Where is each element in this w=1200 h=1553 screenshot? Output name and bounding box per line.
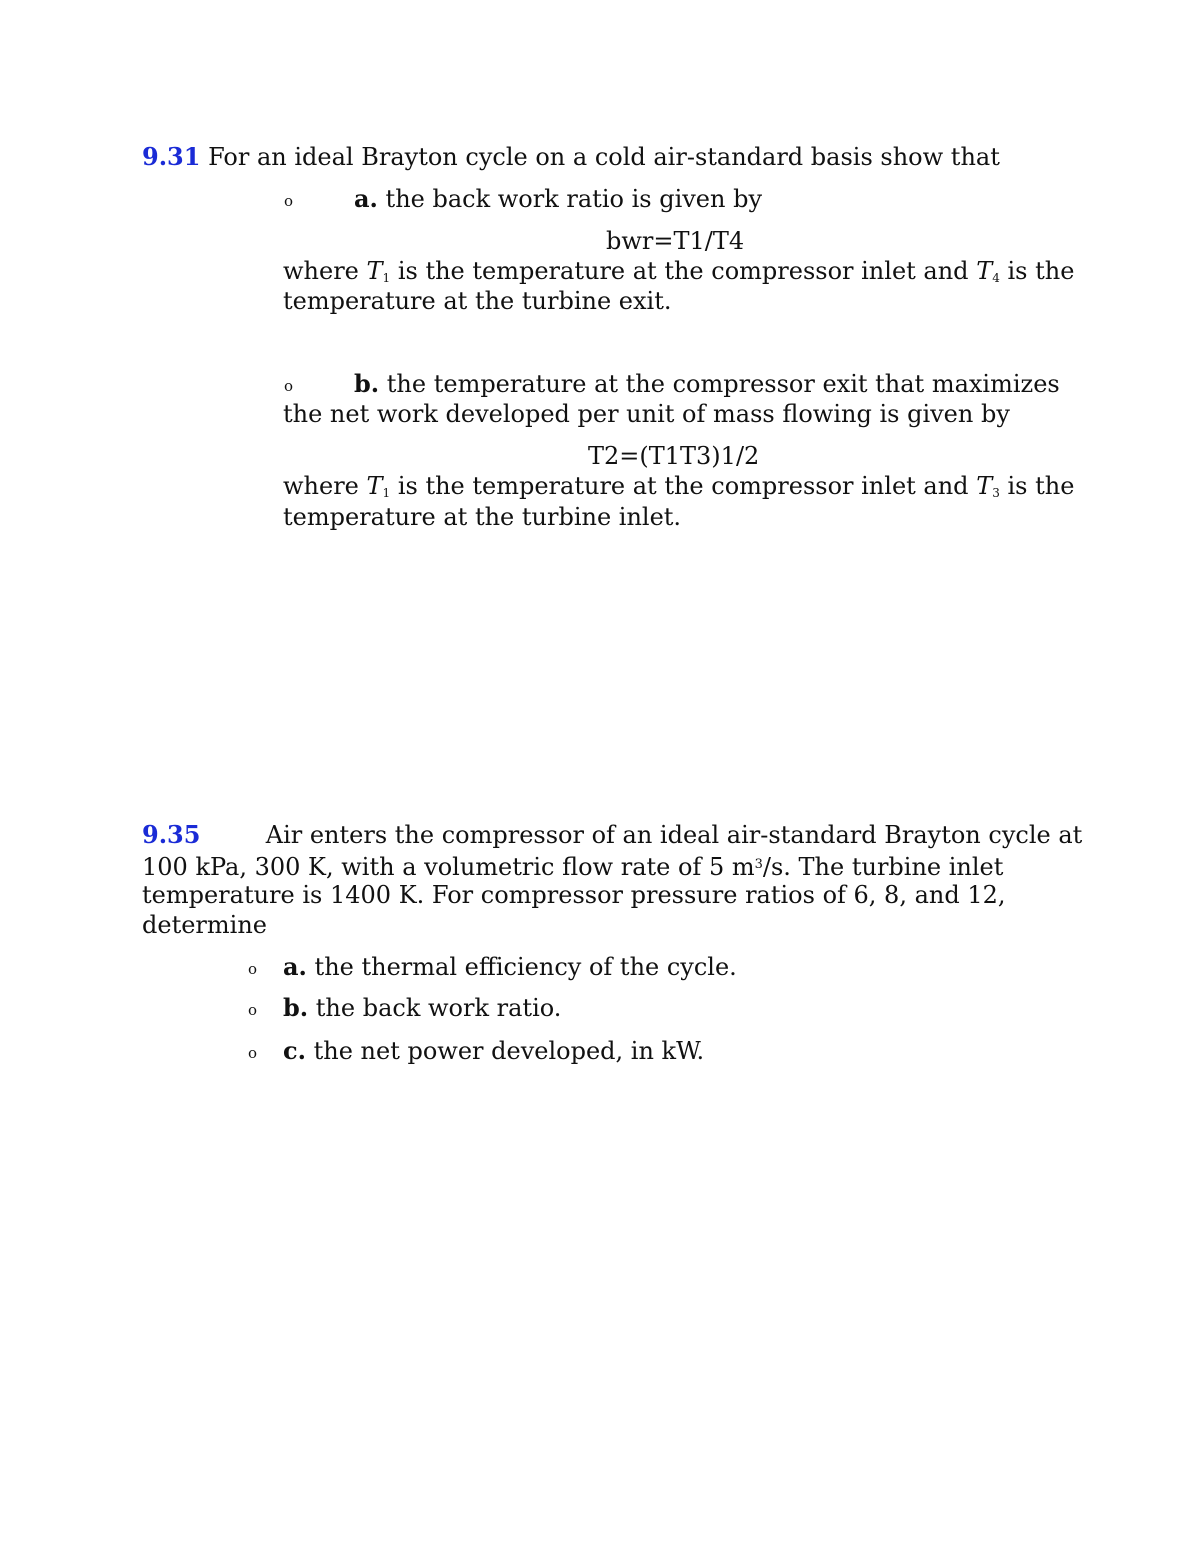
bullet-icon: o <box>284 192 294 210</box>
variable-t: T <box>366 472 383 500</box>
superscript: 3 <box>754 857 763 872</box>
part-label: b. <box>283 993 309 1022</box>
where-text: is the temperature at the compressor inlet and <box>397 257 969 285</box>
part-label: c. <box>283 1036 306 1065</box>
part-a-heading <box>354 184 762 214</box>
part-label: a. <box>354 184 378 213</box>
list-item <box>283 952 737 982</box>
part-text: the thermal efficiency of the cycle. <box>314 953 737 981</box>
where-word: where <box>283 472 359 500</box>
part-b-line2: the net work developed per unit of mass flowing is given by <box>283 400 1010 428</box>
bullet-icon: o <box>284 377 294 395</box>
list-item <box>283 1036 704 1066</box>
variable-t: T <box>976 472 993 500</box>
problem-number: 9.35 <box>142 820 201 849</box>
where-text-end: is the <box>1007 472 1075 500</box>
part-a-line2: temperature at the turbine exit. <box>283 287 672 315</box>
problem-9-35-line3: temperature is 1400 K. For compressor pressure ratios of 6, 8, and 12, <box>142 881 1006 909</box>
part-label: a. <box>283 952 307 981</box>
problem-number: 9.31 <box>142 142 201 171</box>
part-b-line3: temperature at the turbine inlet. <box>283 503 682 531</box>
problem-9-35-line1 <box>142 820 1082 850</box>
part-text: the temperature at the compressor exit that maximizes <box>386 370 1060 398</box>
problem-prompt: For an ideal Brayton cycle on a cold air-standard basis show that <box>208 143 1000 171</box>
formula-t2: T2=(T1T3)1/2 <box>588 442 760 470</box>
part-text: the net power developed, in kW. <box>313 1037 705 1065</box>
where-word: where <box>283 257 359 285</box>
problem-9-35-line2 <box>142 850 1003 882</box>
bullet-icon: o <box>248 960 258 978</box>
bullet-icon: o <box>248 1001 258 1019</box>
variable-subscript: 3 <box>992 486 1000 500</box>
where-text: is the temperature at the compressor inlet and <box>397 472 969 500</box>
problem-text: /s. The turbine inlet <box>762 853 1004 881</box>
problem-9-35-line4: determine <box>142 911 267 939</box>
problem-text: Air enters the compressor of an ideal air-standard Brayton cycle at <box>265 821 1083 849</box>
problem-text: 100 kPa, 300 K, with a volumetric flow rate of 5 m <box>142 853 755 881</box>
list-item <box>283 993 561 1023</box>
part-text: the back work ratio is given by <box>385 185 763 213</box>
variable-subscript: 4 <box>992 271 1000 285</box>
part-text: the back work ratio. <box>315 994 562 1022</box>
formula-bwr: bwr=T1/T4 <box>606 227 745 255</box>
variable-subscript: 1 <box>382 271 391 285</box>
variable-subscript: 1 <box>382 486 391 500</box>
where-text-end: is the <box>1007 257 1075 285</box>
variable-t: T <box>976 257 993 285</box>
part-label: b. <box>354 369 380 398</box>
problem-9-31-heading <box>142 142 1000 172</box>
bullet-icon: o <box>248 1044 258 1062</box>
part-b-heading <box>354 369 1060 399</box>
variable-t: T <box>366 257 383 285</box>
